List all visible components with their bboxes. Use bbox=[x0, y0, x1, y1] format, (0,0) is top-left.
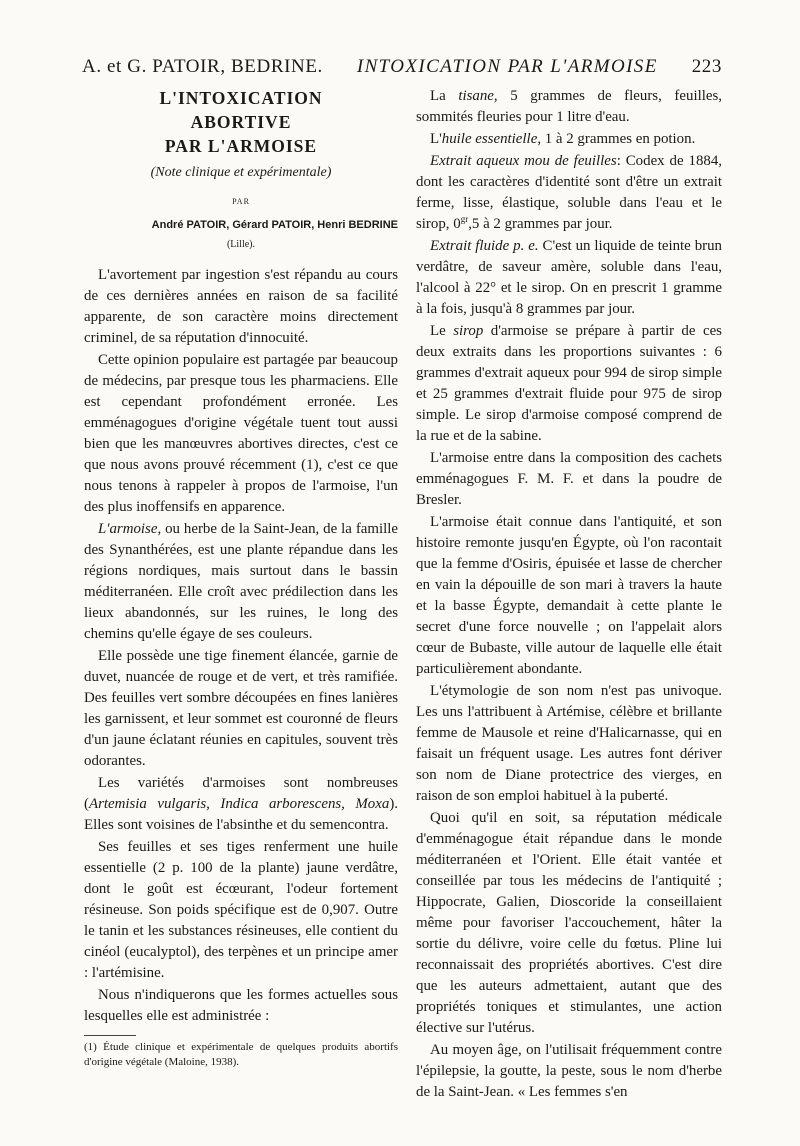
article-title bbox=[84, 86, 398, 158]
page-number: 223 bbox=[691, 56, 722, 77]
species-list: Artemisia vulgaris, Indica arborescens, Moxa bbox=[88, 796, 390, 812]
paragraph: Ses feuilles et ses tiges renferment une huile essentielle (2 p. 100 de la plante) jaune verdâtre, dont le goût est écœurant, l'odeur fortement résineuse. Son poids spécifique est de 0,907. Outre le tanin et les substances résineuses, elle contient du cinéol (eucalyptol), des terpènes et un principe amer : l'artémisine. bbox=[84, 839, 398, 981]
emphasis: Extrait aqueux mou de feuilles bbox=[430, 153, 617, 169]
right-column bbox=[416, 86, 722, 1104]
paragraph bbox=[416, 151, 722, 235]
paragraph: L'armoise était connue dans l'antiquité, et son histoire remonte jusqu'en Égypte, où l'on racontait que la femme d'Osiris, épuisée et lasse de chercher en vain la dépouille de son mari à travers la haute et la basse Égypte, demandait à cette plante le secret d'une force nouvelle ; on l'appelait alors cœur de Bubaste, ville autour de laquelle elle était particulièrement abondante. bbox=[416, 514, 722, 677]
paragraph-text: Les variétés d'armoises sont nombreuses ( bbox=[84, 775, 398, 812]
paragraph: Quoi qu'il en soit, sa réputation médicale d'emménagogue était répandue dans le monde méditerranéen et l'Orient. Elle était vantée et conseillée par tous les médecins de l'antiquité ; Hippocrate, Galien, Dioscoride la conseillaient même pour favoriser l'accouchement, hâter la sortie du délivre, voire celle du fœtus. Pline lui reconnaissait des propriétés abortives. C'est dire que les auteurs admettaient, autant que des propriétés toniques et stimulantes, une action élective sur l'utérus. bbox=[416, 810, 722, 1036]
emphasis: huile essentielle bbox=[441, 131, 538, 147]
author-affiliation: (Lille). bbox=[226, 239, 256, 250]
paragraph: L'étymologie de son nom n'est pas univoque. Les uns l'attribuent à Artémise, célèbre et brillante femme de Mausole et reine d'Halicarnasse, qui en faisait un fréquent usage. Les autres font dériver son nom de Diane protectrice des vierges, en raison de son emploi habituel à la puberté. bbox=[416, 683, 722, 804]
par-label: PAR bbox=[232, 197, 250, 206]
paragraph-text: L' bbox=[430, 131, 442, 147]
paragraph bbox=[416, 236, 722, 320]
paragraph-text: La bbox=[430, 88, 459, 104]
paragraph-text: d'armoise se prépare à partir de ces deux extraits dans les proportions suivantes : 6 grammes d'extrait aqueux pour 994 de sirop simple et 25 grammes d'extrait fluide pour 975 de sirop simple. Le sirop d'armoise composé comprend de la rue et de la sabine. bbox=[416, 323, 722, 444]
paragraph-text: ,5 à 2 grammes par jour. bbox=[468, 216, 613, 232]
paragraph: Cette opinion populaire est partagée par beaucoup de médecins, par presque tous les pharmaciens. Elle est cependant profondément erronée. Les emménagogues d'origine végétale tuent tout aussi bien que les manœuvres abortives directes, c'est ce que nous avons prouvé récemment (1), c'est ce que nous tenons à rappeler à propos de l'armoise, l'un des plus inoffensifs en apparence. bbox=[84, 352, 398, 515]
emphasis: Extrait fluide p. e. bbox=[430, 238, 539, 254]
article-subtitle: (Note clinique et expérimentale) bbox=[150, 165, 332, 180]
paragraph bbox=[416, 129, 722, 150]
running-head-title: INTOXICATION PAR L'ARMOISE bbox=[356, 56, 658, 77]
paragraph-text: Le bbox=[430, 323, 454, 339]
emphasis: sirop bbox=[453, 323, 484, 339]
unit-superscript: gr bbox=[460, 214, 469, 225]
footnote-divider bbox=[84, 1035, 136, 1036]
paragraph-text: , ou herbe de la Saint-Jean, de la famille des Synanthérées, est une plante répandue dans les régions nordiques, mais surtout dans le bassin méditerranéen. Elle croît avec prédilection dans les lieux abandonnés, sur les ruines, le long des chemins qu'elle égaye de ses couleurs. bbox=[84, 521, 398, 642]
paragraph bbox=[84, 773, 398, 836]
title-line-1: L'INTOXICATION bbox=[159, 88, 323, 108]
paragraph-text: C'est un liquide de teinte brun verdâtre, de saveur amère, soluble dans l'eau, l'alcool à 22° et le sirop. On en prescrit 1 gramme à la fois, jusqu'à 8 grammes par jour. bbox=[416, 238, 723, 317]
title-line-3: PAR L'ARMOISE bbox=[164, 136, 318, 156]
paragraph: Elle possède une tige finement élancée, garnie de duvet, nuancée de rouge et de vert, et très ramifiée. Des feuilles vert sombre découpées en fines lanières les garnissent, et leur sommet est couronné de fleurs d'un jaune éclatant réunies en capitules, souvent très odorantes. bbox=[84, 648, 398, 769]
paragraph: L'avortement par ingestion s'est répandu au cours de ces dernières années en raison de sa facilité apparente, de son caractère moins directement criminel, de sa réputation d'innocuité. bbox=[84, 267, 398, 346]
paragraph-text: , 5 grammes de fleurs, feuilles, sommités fleuries pour 1 litre d'eau. bbox=[416, 88, 722, 125]
article-authors: André PATOIR, Gérard PATOIR, Henri BEDRINE bbox=[151, 219, 398, 231]
paragraph: Au moyen âge, on l'utilisait fréquemment contre l'épilepsie, la goutte, la peste, sous le nom d'herbe de la Saint-Jean. « Les femmes s'en bbox=[416, 1042, 722, 1100]
left-column bbox=[84, 86, 398, 1071]
paragraph-text: , 1 à 2 grammes en potion. bbox=[537, 131, 696, 147]
title-line-2: ABORTIVE bbox=[190, 112, 292, 132]
paragraph: Nous n'indiquerons que les formes actuelles sous lesquelles elle est administrée : bbox=[84, 987, 398, 1024]
emphasis: L'armoise bbox=[98, 521, 158, 537]
emphasis: tisane bbox=[458, 88, 494, 104]
paragraph: L'armoise entre dans la composition des cachets emménagogues F. M. F. et dans la poudre de Bresler. bbox=[416, 450, 722, 508]
paragraph-text: : Codex de 1884, dont les caractères d'identité sont d'être un extrait ferme, lisse, élastique, soluble dans l'eau et le sirop, 0 bbox=[416, 153, 722, 232]
running-head-authors: A. et G. PATOIR, BEDRINE. bbox=[82, 56, 323, 77]
paragraph bbox=[416, 86, 722, 128]
footnote: (1) Étude clinique et expérimentale de quelques produits abortifs d'origine végétale (Maloine, 1938). bbox=[84, 1041, 398, 1068]
paragraph-text: ). Elles sont voisines de l'absinthe et du semencontra. bbox=[84, 796, 398, 833]
running-head bbox=[82, 56, 722, 82]
paragraph bbox=[416, 321, 722, 447]
paragraph bbox=[84, 519, 398, 645]
